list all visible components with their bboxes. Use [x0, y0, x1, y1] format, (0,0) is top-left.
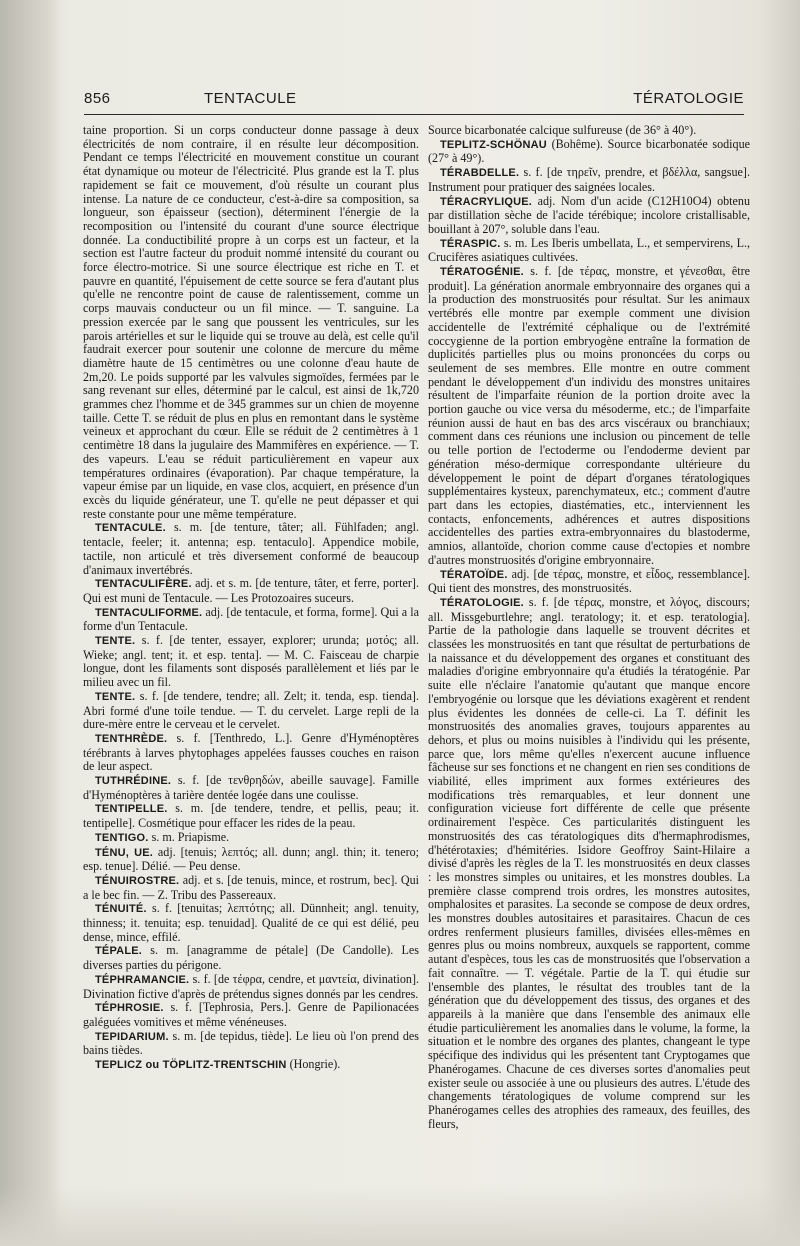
entry-text: (Hongrie). [289, 1057, 341, 1072]
entry-text: s. f. [de τέρας, monstre, et γένεσθαι, être produit]. La génération anormale embryonnaire des organes qui a la production des monstruosités pour résultat. Sur les animaux vertébrés elle montre par exemple comment une division accidentelle de l'extrémité céphalique ou de l'extrémité coccygienne de la portion embryogène entraîne la formation de duplicités partielles plus ou moins prononcées du corps ou seulement de ses membres. Elle montre en outre comment pendant le développement d'un individu des monstres unitaires résultent de l'imparfaite réunion de la portion droite avec la portion gauche ou vice versa du mésoderme, etc.; de l'imparfaite réunion aussi de haut en bas des arcs viscéraux ou branchiaux; comment dans ces réunions une inclusion ou pincement de telle ou telle portion de l'ectoderme ou l'endoderme devient par génération méso-dermique correspondante ultérieure du développement le point de départ d'organes tératologiques supplémentaires kysteux, parenchymateux, etc.; comment d'autre part dans les ectopies, diastématies, etc., interviennent les contacts, enfoncements, adhérences et autres dispositions accidentelles des parties extra-embryonnaires du blastoderme, amnios, allantoïde, chorion comme cause d'ectopies et nombre d'autres monstruosités d'origine embryonnaire. [428, 264, 750, 567]
entry-headword: TÉRATOÏDE. [440, 568, 508, 581]
left-column [83, 124, 419, 1073]
entry-text: s. m. [de tepidus, tiède]. Le lieu où l'on prend des bains tièdes. [83, 1028, 419, 1058]
entry-text: s. m. [de tenture, tâter; all. Fühlfaden; angl. tentacle, feeler; it. antenna; esp. tentaculo]. Appendice mobile, tactile, non articulé et très diversement conformé de beaucoup d'animaux invertébrés. [83, 520, 419, 577]
dictionary-entry [83, 1030, 419, 1058]
header-rule [84, 114, 744, 115]
entry-text: s. f. [Tenthredo, L.]. Genre d'Hyménoptères térébrants à larves phytophages appelées fausses couches en raison de leur aspect. [83, 730, 419, 774]
dictionary-entry [83, 831, 419, 846]
page-number: 856 [84, 90, 111, 107]
entry-headword: TÉNUITÉ. [95, 903, 147, 916]
dictionary-entry [428, 166, 750, 194]
dictionary-entry [83, 1001, 419, 1029]
right-column [428, 124, 750, 1131]
running-header [84, 90, 744, 114]
entry-headword: TÉRABDELLE. [440, 167, 520, 180]
dictionary-entry [428, 138, 750, 166]
entry-headword: TEPLICZ ou TÖPLITZ-TRENTSCHIN [95, 1059, 287, 1072]
dictionary-entry [83, 902, 419, 944]
entry-text: s. m. [anagramme de pétale] (De Candolle). Les diverses parties du périgone. [83, 943, 419, 973]
page-bottom-shading [0, 1186, 800, 1246]
entry-text: s. f. [de τηρεῖν, prendre, et βδέλλα, sangsue]. Instrument pour pratiquer des saignées locales. [428, 165, 750, 194]
entry-text: taine proportion. Si un corps conducteur donne passage à deux électricités de nom contraire, il en résulte leur décomposition. Pendant ce temps l'électricité en mouvement constitue un courant état dynamique ou moteur de l'électricité. Plus grande est la T. plus rapidement se fait ce mouvement, d'où résulte un courant plus intense. La nature de ce conducteur, c'est-à-dire sa composition, sa longueur, son épaisseur (section), déterminent l'énergie de la recomposition ou l'intensité du courant d'une source électrique donnée. La conductibilité propre à un corps est un facteur, et la section est l'autre facteur du produit nommé intensité du courant ou force électro-motrice. Si une source électrique est riche en T. et pauvre en quantité, l'épuisement de cette source se fera d'autant plus qu'elle ne rencontre point de cause de ralentissement, comme un corps mauvais conducteur ou un fil mince. — T. sanguine. La pression exercée par le sang que poussent les ventricules, sur les parois artérielles et sur le liquide qui se trouve au delà, est celle qu'il faudrait exercer pour soutenir une colonne de mercure du même diamètre haute de 15 centimètres ou une colonne d'eau haute de 2m,20. Le poids supporté par les valvules sigmoïdes, fermées par le sang revenant sur elles, déterminé par le calcul, est ainsi de 1k,720 grammes chez l'homme et de 345 grammes sur un chien de moyenne taille. Cette T. se réduit de plus en plus en remontant dans le système veineux et approchant du cœur. Elle se réduit de 2 centimètres à 1 centimètre 18 dans la jugulaire des Mammifères en expérience. — T. des vapeurs. L'eau se réduit particulièrement en vapeur aux températures ordinaires (évaporation). Par chaque température, la vapeur émise par un liquide, en vase clos, acquiert, en présence d'un excès du liquide générateur, une T. qu'elle ne peut dépasser et qui reste constante pour une même température. [83, 123, 419, 521]
dictionary-entry [83, 874, 419, 902]
entry-headword: TEPIDARIUM. [95, 1030, 169, 1043]
entry-text: s. m. [de tendere, tendre, et pellis, peau; it. tentipelle]. Cosmétique pour effacer les rides de la peau. [83, 801, 419, 831]
dictionary-entry [83, 802, 419, 830]
entry-headword: TENTACULIFÈRE. [95, 578, 192, 591]
dictionary-entry [428, 568, 750, 596]
entry-headword: TÉPHRAMANCIE. [95, 973, 190, 986]
entry-headword: TÉNUIROSTRE. [95, 874, 180, 887]
page-edge-shadow [0, 0, 60, 1246]
header-left-guide-word: TENTACULE [204, 90, 297, 107]
entry-text: adj. [de tentacule, et forma, forme]. Qui a la forme d'un Tentacule. [83, 604, 420, 634]
dictionary-entry [428, 124, 750, 138]
dictionary-entry [83, 124, 419, 521]
entry-headword: TÉRATOGÉNIE. [440, 266, 524, 279]
dictionary-entry [83, 606, 419, 634]
entry-text: s. f. [tenuitas; λεπτότης; all. Dünnheit; angl. tenuity, thinness; it. tenuita; esp. tenuidad]. Qualité de ce qui est délié, peu dense, mince, effilé. [83, 901, 419, 944]
entry-text: s. m. Priapisme. [151, 829, 230, 844]
entry-headword: TÉPALE. [95, 945, 143, 958]
dictionary-entry [83, 774, 419, 802]
entry-headword: TÉRASPIC. [440, 237, 501, 250]
header-right-guide-word: TÉRATOLOGIE [633, 90, 744, 107]
entry-text: adj. [tenuis; λεπτός; all. dunn; angl. thin; it. tenero; esp. tenue]. Délié. — Peu dense. [83, 844, 419, 874]
dictionary-entry [428, 237, 750, 265]
entry-text: s. f. [de tenter, essayer, explorer; urunda; μοτός; all. Wieke; angl. tent; it. et esp. tenta]. — M. C. Faisceau de charpie longue, dont les filaments sont disposés parallèlement et liés par le milieu avec un fil. [83, 633, 419, 690]
entry-headword: TENTE. [95, 635, 136, 648]
dictionary-entry [83, 944, 419, 972]
entry-headword: TENTIGO. [95, 831, 149, 844]
dictionary-entry [83, 634, 419, 690]
entry-text: s. m. Les Iberis umbellata, L., et sempervirens, L., Crucifères asiatiques cultivées. [428, 235, 750, 265]
entry-headword: TENTHRÈDE. [95, 732, 168, 745]
dictionary-entry [83, 732, 419, 774]
entry-text: adj. et s. [de tenuis, mince, et rostrum, bec]. Qui a le bec fin. — Z. Tribu des Passereaux. [83, 872, 419, 902]
entry-text: Source bicarbonatée calcique sulfureuse (de 36° à 40°). [428, 123, 697, 137]
entry-headword: TÉPHROSIE. [95, 1002, 164, 1015]
dictionary-entry [83, 973, 419, 1001]
dictionary-entry [83, 690, 419, 732]
entry-headword: TÉNU, UE. [95, 846, 154, 859]
dictionary-entry [428, 265, 750, 567]
entry-headword: TENTACULE. [95, 522, 166, 535]
entry-headword: TENTE. [95, 690, 136, 703]
entry-text: adj. [de τέρας, monstre, et εἶδος, ressemblance]. Qui tient des monstres, des monstruosités. [428, 566, 751, 596]
entry-text: s. f. [de tendere, tendre; all. Zelt; it. tenda, esp. tienda]. Abri formé d'une toile tendue. — T. du cervelet. Large repli de la dure-mère entre le cerveau et le cervelet. [83, 688, 419, 732]
entry-headword: TÉRATOLOGIE. [440, 596, 524, 609]
dictionary-entry [428, 195, 750, 237]
dictionary-entry [83, 1058, 419, 1073]
entry-text: s. f. [de τέφρα, cendre, et μαντεία, divination]. Divination fictive d'après de prétendus signes donnés par les cendres. [83, 971, 420, 1001]
dictionary-entry [83, 846, 419, 874]
dictionary-entry [428, 596, 750, 1131]
dictionary-entry [83, 521, 419, 577]
entry-text: s. f. [de τενθρηδών, abeille sauvage]. Famille d'Hyménoptères à tarière dentée logée dans une coulisse. [83, 773, 419, 802]
entry-text: adj. et s. m. [de tenture, tâter, et ferre, porter]. Qui est muni de Tentacule. — Les Protozoaires suceurs. [83, 576, 419, 605]
entry-headword: TÉRACRYLIQUE. [440, 195, 533, 208]
entry-headword: TENTACULIFORME. [95, 606, 203, 619]
entry-text: adj. Nom d'un acide (C12H10O4) obtenu par distillation sèche de l'acide térébique; incolore cristallisable, bouillant à 207°, soluble dans l'eau. [428, 193, 751, 236]
entry-headword: TEPLITZ-SCHÖNAU [440, 138, 547, 151]
entry-text: s. f. [de τέρας, monstre, et λόγος, discours; all. Missgeburtlehre; angl. teratology; it. et esp. teratologia]. Partie de la pathologie dans laquelle se trouvent décrites et classées les monstruosités en tant que résultat de perturbations de la naissance et du développement des organes et constituant des maladies d'origine embryonnaire qu'a étudiés la tératogénie. Par suite elle n'éclaire l'anatomie qu'autant que manque encore l'embryogénie ou lorsque que les déviations exagèrent et rendent plus évidentes les données de celle-ci. La T. définit les monstruosités des anomalies graves, toujours apparentes au dehors, et plus ou moins nuisibles à l'individu qui les présente, parce que, lors même qu'elles n'exercent aucune influence fâcheuse sur ses fonctions et ne changent en rien ses conditions de viabilité, elles impriment aux formes extérieures des modifications très remarquables, et leur donnent une configuration vicieuse fort différente de celle que présente ordinairement l'espèce. Ces particularités distinguent les monstruosités des cas tératologiques dits d'hermaphrodismes, d'hétérotaxies; d'hémitéries. Isidore Geoffroy Saint-Hilaire a divisé d'après les règles de la T. les monstruosités en deux classes : les monstres simples ou unitaires, et les monstres doubles. La première classe comprend trois ordres, les monstres autosites, omphalosites et parasites. La seconde se compose de deux ordres, les monstres doubles autositaires et parasitaires. Chacun de ces ordres renferment plusieurs familles, divisées elles-mêmes en genres plus ou moins nombreux, auxquels se rapportent, comme autant d'espèces, tous les cas de monstruosités que l'observation a fait connaître. — T. végétale. Partie de la T. qui étudie sur l'ensemble des plantes, le résultat des troubles tant de la génération que du développement des tissus, des organes et des appareils à la manière que dans l'ensemble des animaux elle étudie particulièrement les anomalies dans le volume, la forme, la situation et le nombre des organes des plantes, changeant le type spécifique des individus qui les présentent tant Cryptogames que Phanérogames. Chacune de ces diverses sortes d'anomalies peut exister seule ou associée à une ou plusieurs des autres. L'étude des changements tératologiques de volume comprend sur les Phanérogames celles des atrophies des rameaux, des feuilles, des fleurs, [428, 594, 750, 1131]
dictionary-entry [83, 577, 419, 605]
entry-text: (Bohême). Source bicarbonatée sodique (27° à 49°). [428, 136, 750, 166]
entry-text: s. f. [Tephrosia, Pers.]. Genre de Papilionacées galéguées vomitives et même vénéneuses. [83, 1000, 419, 1029]
entry-headword: TENTIPELLE. [95, 803, 168, 816]
entry-headword: TUTHRÉDINE. [95, 775, 172, 788]
